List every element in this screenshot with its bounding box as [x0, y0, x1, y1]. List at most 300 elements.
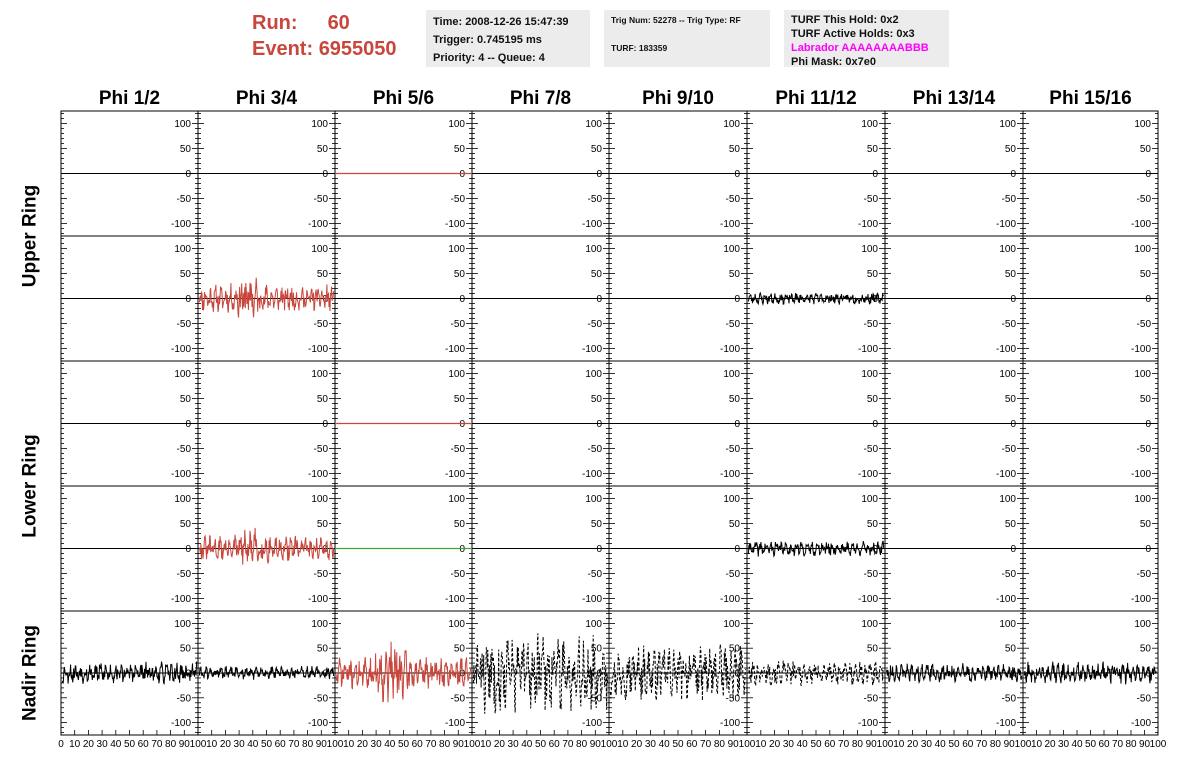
y-tick-label: -100: [307, 219, 328, 230]
y-tick-label: 50: [866, 394, 878, 405]
turf-this-hold-text: TURF This Hold: 0x2: [791, 14, 899, 26]
y-tick-label: 0: [1145, 668, 1151, 680]
y-tick-label: -100: [581, 594, 602, 605]
ring-label: Upper Ring: [19, 184, 41, 288]
y-tick-label: -50: [587, 569, 602, 580]
y-tick-label: -50: [863, 444, 878, 455]
x-tick-label: 90: [1003, 739, 1015, 750]
event-label: Event:: [252, 38, 314, 60]
x-tick-label: 0: [58, 739, 64, 750]
plot-panel: [198, 361, 335, 486]
plot-panel: [885, 361, 1023, 486]
y-tick-label: 0: [596, 169, 602, 180]
x-tick-label: 10: [1030, 739, 1043, 750]
y-tick-label: 0: [1010, 419, 1016, 430]
turf-active-holds-text: TURF Active Holds: 0x3: [791, 28, 915, 40]
y-tick-label: 50: [866, 144, 878, 155]
y-tick-label: -50: [587, 693, 602, 705]
x-tick-label: 100: [738, 739, 756, 750]
y-tick-label: 100: [311, 244, 328, 255]
labrador-text: Labrador AAAAAAAABBB: [791, 42, 929, 54]
y-tick-label: -100: [307, 344, 328, 355]
y-tick-label: 0: [185, 294, 191, 305]
y-tick-label: 100: [174, 494, 191, 505]
x-tick-label: 40: [1071, 739, 1083, 750]
x-tick-label: 50: [672, 739, 684, 750]
y-tick-label: 50: [179, 269, 191, 280]
y-tick-label: 50: [453, 144, 465, 155]
y-tick-label: -100: [857, 469, 878, 480]
y-tick-label: 100: [311, 369, 328, 380]
y-tick-label: 0: [1010, 169, 1016, 180]
y-tick-label: -50: [1001, 693, 1016, 705]
y-tick-label: 0: [872, 294, 878, 305]
y-tick-label: -100: [581, 469, 602, 480]
y-tick-label: -100: [857, 344, 878, 355]
y-tick-label: -100: [307, 469, 328, 480]
x-tick-label: 50: [534, 739, 547, 750]
x-tick-label: 30: [370, 739, 382, 750]
time-text: Time: 2008-12-26 15:47:39: [433, 16, 569, 28]
y-tick-label: 100: [448, 369, 465, 380]
x-tick-label: 20: [493, 739, 505, 750]
y-tick-label: -50: [863, 319, 878, 330]
y-tick-label: 50: [590, 144, 602, 155]
y-tick-label: 50: [590, 269, 602, 280]
y-tick-label: -50: [725, 693, 740, 705]
y-tick-label: -50: [176, 569, 191, 580]
y-tick-label: -50: [176, 444, 191, 455]
y-tick-label: -50: [863, 693, 878, 705]
y-tick-label: 0: [459, 668, 465, 680]
y-tick-label: -100: [170, 344, 191, 355]
y-tick-label: 0: [872, 544, 878, 555]
x-tick-label: 70: [1111, 739, 1124, 750]
y-tick-label: 100: [174, 244, 191, 255]
y-tick-label: 50: [316, 394, 328, 405]
x-tick-label: 50: [810, 739, 822, 750]
x-tick-label: 80: [1125, 739, 1137, 750]
y-tick-label: -100: [581, 718, 602, 730]
y-tick-label: -50: [587, 319, 602, 330]
y-tick-label: -100: [719, 344, 740, 355]
y-tick-label: 100: [999, 244, 1016, 255]
trigger-text: Trigger: 0.745195 ms: [433, 34, 542, 46]
y-tick-label: -50: [1001, 444, 1016, 455]
plot-panel: [1023, 111, 1158, 236]
ring-label: Lower Ring: [19, 434, 41, 538]
x-tick-label: 100: [1014, 739, 1032, 750]
y-tick-label: -100: [1130, 344, 1151, 355]
column-header: Phi 5/6: [372, 88, 435, 109]
y-tick-label: -100: [444, 469, 465, 480]
y-tick-label: 0: [596, 294, 602, 305]
ring-label: Nadir Ring: [19, 624, 41, 722]
y-tick-label: -50: [1001, 194, 1016, 205]
y-tick-label: 0: [596, 668, 602, 680]
y-tick-label: 100: [723, 618, 740, 630]
y-tick-label: 50: [1139, 643, 1151, 655]
y-tick-label: 0: [596, 544, 602, 555]
x-tick-label: 90: [727, 739, 739, 750]
x-tick-label: 10: [755, 739, 767, 750]
y-tick-label: 100: [174, 618, 191, 630]
x-tick-label: 90: [1138, 739, 1151, 750]
plot-panel: [472, 111, 609, 236]
y-tick-label: 100: [1134, 369, 1151, 380]
y-tick-label: 50: [179, 144, 191, 155]
plot-panel: [885, 236, 1023, 361]
x-tick-label: 40: [110, 739, 122, 750]
y-tick-label: 100: [448, 244, 465, 255]
y-tick-label: -50: [450, 194, 465, 205]
x-tick-label: 70: [562, 739, 574, 750]
y-tick-label: -100: [1130, 469, 1151, 480]
x-tick-label: 40: [796, 739, 808, 750]
x-tick-label: 40: [521, 739, 533, 750]
y-tick-label: 0: [322, 544, 328, 555]
y-tick-label: 100: [585, 119, 602, 130]
y-tick-label: -100: [719, 469, 740, 480]
plot-panel: [1023, 486, 1158, 611]
y-tick-label: 0: [459, 169, 465, 180]
y-tick-label: -100: [995, 344, 1016, 355]
plot-panel: [1023, 361, 1158, 486]
y-tick-label: 100: [999, 618, 1016, 630]
y-tick-label: -50: [1136, 444, 1151, 455]
phi-mask-text: Phi Mask: 0x7e0: [791, 56, 876, 68]
y-tick-label: 50: [590, 394, 602, 405]
y-tick-label: -100: [719, 718, 740, 730]
y-tick-label: -50: [450, 693, 465, 705]
y-tick-label: 100: [1134, 119, 1151, 130]
y-tick-label: 50: [1004, 144, 1016, 155]
y-tick-label: -50: [450, 569, 465, 580]
plot-panel: [609, 361, 747, 486]
plot-panel: [472, 361, 609, 486]
y-tick-label: 100: [723, 119, 740, 130]
waveform-trace: [199, 666, 333, 680]
y-tick-label: 100: [999, 494, 1016, 505]
y-tick-label: -50: [450, 319, 465, 330]
y-tick-label: 50: [1139, 394, 1151, 405]
y-tick-label: 0: [1010, 294, 1016, 305]
x-tick-label: 90: [178, 739, 190, 750]
y-tick-label: 0: [734, 668, 740, 680]
y-tick-label: 50: [1004, 394, 1016, 405]
plot-panel: [61, 111, 198, 236]
plot-panel: [747, 236, 885, 361]
priority-text: Priority: 4 -- Queue: 4: [433, 52, 545, 64]
x-tick-label: 80: [989, 739, 1001, 750]
x-tick-label: 70: [838, 739, 850, 750]
x-tick-label: 30: [233, 739, 245, 750]
x-tick-label: 40: [934, 739, 946, 750]
y-tick-label: 50: [453, 269, 465, 280]
x-tick-label: 90: [315, 739, 327, 750]
x-tick-label: 90: [589, 739, 601, 750]
plot-panel: [609, 486, 747, 611]
y-tick-label: 100: [311, 618, 328, 630]
y-tick-label: -50: [313, 569, 328, 580]
y-tick-label: 100: [1134, 494, 1151, 505]
x-tick-label: 10: [343, 739, 355, 750]
y-tick-label: 50: [316, 269, 328, 280]
waveform-trace: [199, 528, 333, 565]
y-tick-label: 50: [453, 519, 465, 530]
y-tick-label: 0: [322, 419, 328, 430]
y-tick-label: 50: [316, 519, 328, 530]
y-tick-label: -50: [176, 194, 191, 205]
x-tick-label: 50: [123, 739, 136, 750]
x-tick-label: 100: [189, 739, 207, 750]
x-tick-label: 60: [1098, 739, 1110, 750]
y-tick-label: 0: [1145, 544, 1151, 555]
x-tick-label: 20: [631, 739, 643, 750]
x-tick-label: 30: [1057, 739, 1070, 750]
y-tick-label: 100: [1134, 618, 1151, 630]
y-tick-label: 100: [448, 119, 465, 130]
y-tick-label: 0: [1145, 294, 1151, 305]
run-value: 60: [327, 12, 350, 34]
plot-panel: [609, 111, 747, 236]
waveform-trace: [610, 644, 745, 700]
y-tick-label: 0: [1010, 668, 1016, 680]
y-tick-label: 100: [999, 119, 1016, 130]
plot-panel: [1023, 236, 1158, 361]
y-tick-label: 0: [596, 419, 602, 430]
x-tick-label: 60: [274, 739, 286, 750]
x-tick-label: 20: [769, 739, 781, 750]
y-tick-label: 0: [459, 544, 465, 555]
y-tick-label: 50: [316, 643, 328, 655]
y-tick-label: 100: [585, 494, 602, 505]
y-tick-label: -50: [1001, 569, 1016, 580]
y-tick-label: -50: [725, 444, 740, 455]
y-tick-label: -100: [170, 594, 191, 605]
y-tick-label: -100: [857, 594, 878, 605]
y-tick-label: 0: [322, 169, 328, 180]
y-tick-label: 0: [185, 419, 191, 430]
y-tick-label: -50: [1136, 319, 1151, 330]
y-tick-label: -100: [307, 718, 328, 730]
plot-panel: [472, 486, 609, 611]
x-tick-label: 80: [713, 739, 725, 750]
x-tick-label: 100: [1149, 739, 1167, 750]
x-tick-label: 100: [326, 739, 344, 750]
x-tick-label: 10: [69, 739, 81, 750]
y-tick-label: 100: [999, 369, 1016, 380]
x-tick-label: 20: [1044, 739, 1056, 750]
y-tick-label: -50: [176, 693, 191, 705]
plot-panel: [61, 236, 198, 361]
y-tick-label: 50: [316, 144, 328, 155]
x-tick-label: 80: [576, 739, 588, 750]
y-tick-label: 100: [174, 119, 191, 130]
y-tick-label: 50: [728, 394, 740, 405]
run-label: Run:: [252, 12, 298, 34]
turf-text: TURF: 183359: [611, 43, 668, 53]
y-tick-label: -50: [1136, 569, 1151, 580]
y-tick-label: 0: [459, 419, 465, 430]
trig-num-text: Trig Num: 52278 -- Trig Type: RF: [611, 15, 741, 25]
x-tick-label: 20: [356, 739, 368, 750]
y-tick-label: 0: [734, 419, 740, 430]
y-tick-label: -100: [857, 219, 878, 230]
y-tick-label: 100: [585, 244, 602, 255]
y-tick-label: -50: [725, 569, 740, 580]
y-tick-label: -100: [1130, 219, 1151, 230]
y-tick-label: 50: [179, 519, 191, 530]
y-tick-label: 50: [179, 394, 191, 405]
column-header: Phi 15/16: [1049, 88, 1132, 109]
y-tick-label: 0: [1145, 169, 1151, 180]
y-tick-label: -100: [581, 219, 602, 230]
x-tick-label: 20: [82, 739, 94, 750]
y-tick-label: -100: [995, 469, 1016, 480]
y-tick-label: -50: [313, 444, 328, 455]
y-tick-label: -100: [444, 219, 465, 230]
y-tick-label: 50: [590, 643, 602, 655]
y-tick-label: -50: [1136, 194, 1151, 205]
y-tick-label: -100: [995, 219, 1016, 230]
x-tick-label: 50: [1084, 739, 1097, 750]
x-tick-label: 30: [782, 739, 794, 750]
y-tick-label: 100: [861, 369, 878, 380]
plot-panel: [747, 111, 885, 236]
x-tick-label: 30: [920, 739, 932, 750]
x-tick-label: 70: [151, 739, 163, 750]
y-tick-label: 50: [1139, 269, 1151, 280]
y-tick-label: -50: [313, 194, 328, 205]
x-tick-label: 40: [247, 739, 259, 750]
y-tick-label: 0: [872, 169, 878, 180]
column-header: Phi 9/10: [642, 88, 714, 109]
x-tick-label: 30: [96, 739, 108, 750]
y-tick-label: 50: [453, 394, 465, 405]
column-header: Phi 13/14: [912, 88, 996, 109]
y-tick-label: 50: [728, 269, 740, 280]
y-tick-label: 50: [728, 144, 740, 155]
y-tick-label: 50: [453, 643, 465, 655]
y-tick-label: -100: [444, 594, 465, 605]
y-tick-label: 0: [734, 294, 740, 305]
x-tick-label: 90: [452, 739, 464, 750]
x-tick-label: 80: [302, 739, 314, 750]
y-tick-label: 100: [861, 244, 878, 255]
x-tick-label: 20: [219, 739, 231, 750]
x-tick-label: 10: [480, 739, 492, 750]
x-tick-label: 60: [686, 739, 698, 750]
x-tick-label: 90: [865, 739, 877, 750]
x-tick-label: 10: [206, 739, 218, 750]
y-tick-label: -50: [725, 319, 740, 330]
plot-panel: [747, 361, 885, 486]
y-tick-label: 0: [872, 668, 878, 680]
x-tick-label: 80: [851, 739, 863, 750]
y-tick-label: -50: [863, 194, 878, 205]
x-tick-label: 80: [439, 739, 451, 750]
y-tick-label: -50: [450, 444, 465, 455]
y-tick-label: 0: [185, 544, 191, 555]
column-header: Phi 3/4: [235, 88, 298, 109]
y-tick-label: 0: [185, 169, 191, 180]
y-tick-label: -50: [1001, 319, 1016, 330]
y-tick-label: -100: [995, 594, 1016, 605]
y-tick-label: -100: [1130, 594, 1151, 605]
y-tick-label: 50: [728, 643, 740, 655]
y-tick-label: -50: [587, 444, 602, 455]
y-tick-label: 100: [174, 369, 191, 380]
x-tick-label: 50: [948, 739, 960, 750]
x-tick-label: 30: [507, 739, 519, 750]
y-tick-label: 100: [861, 494, 878, 505]
y-tick-label: -50: [176, 319, 191, 330]
y-tick-label: -100: [581, 344, 602, 355]
plot-panel: [198, 111, 335, 236]
x-tick-label: 30: [644, 739, 656, 750]
y-tick-label: 50: [1004, 269, 1016, 280]
y-tick-label: 100: [723, 369, 740, 380]
y-tick-label: 50: [1004, 643, 1016, 655]
y-tick-label: 0: [322, 294, 328, 305]
y-tick-label: -50: [587, 194, 602, 205]
y-tick-label: 0: [1145, 419, 1151, 430]
y-tick-label: 100: [311, 119, 328, 130]
column-header: Phi 7/8: [509, 88, 572, 109]
plot-panel: [885, 111, 1023, 236]
x-tick-label: 10: [617, 739, 629, 750]
y-tick-label: 0: [185, 668, 191, 680]
y-tick-label: 50: [590, 519, 602, 530]
y-tick-label: 0: [459, 294, 465, 305]
y-tick-label: 50: [866, 269, 878, 280]
y-tick-label: 100: [448, 618, 465, 630]
x-tick-label: 10: [893, 739, 905, 750]
y-tick-label: -50: [863, 569, 878, 580]
x-tick-label: 60: [137, 739, 149, 750]
y-tick-label: -100: [995, 718, 1016, 730]
y-tick-label: 0: [322, 668, 328, 680]
x-tick-label: 80: [165, 739, 177, 750]
y-tick-label: -100: [444, 344, 465, 355]
column-header: Phi 1/2: [98, 88, 161, 109]
y-tick-label: 50: [866, 643, 878, 655]
y-tick-label: -100: [1130, 718, 1151, 730]
y-tick-label: 0: [872, 419, 878, 430]
plot-panel: [335, 236, 472, 361]
y-tick-label: -50: [313, 693, 328, 705]
event-value: 6955050: [318, 38, 397, 60]
y-tick-label: 100: [585, 369, 602, 380]
x-tick-label: 50: [260, 739, 273, 750]
y-tick-label: 50: [1004, 519, 1016, 530]
y-tick-label: -100: [170, 469, 191, 480]
y-tick-label: 50: [179, 643, 191, 655]
y-tick-label: 100: [861, 618, 878, 630]
y-tick-label: 0: [734, 544, 740, 555]
plot-panel: [61, 361, 198, 486]
y-tick-label: 0: [734, 169, 740, 180]
y-tick-label: -50: [725, 194, 740, 205]
x-tick-label: 60: [962, 739, 974, 750]
x-tick-label: 60: [411, 739, 423, 750]
y-tick-label: 100: [448, 494, 465, 505]
plot-panel: [61, 486, 198, 611]
x-tick-label: 60: [824, 739, 836, 750]
y-tick-label: -50: [313, 319, 328, 330]
x-tick-label: 40: [658, 739, 670, 750]
